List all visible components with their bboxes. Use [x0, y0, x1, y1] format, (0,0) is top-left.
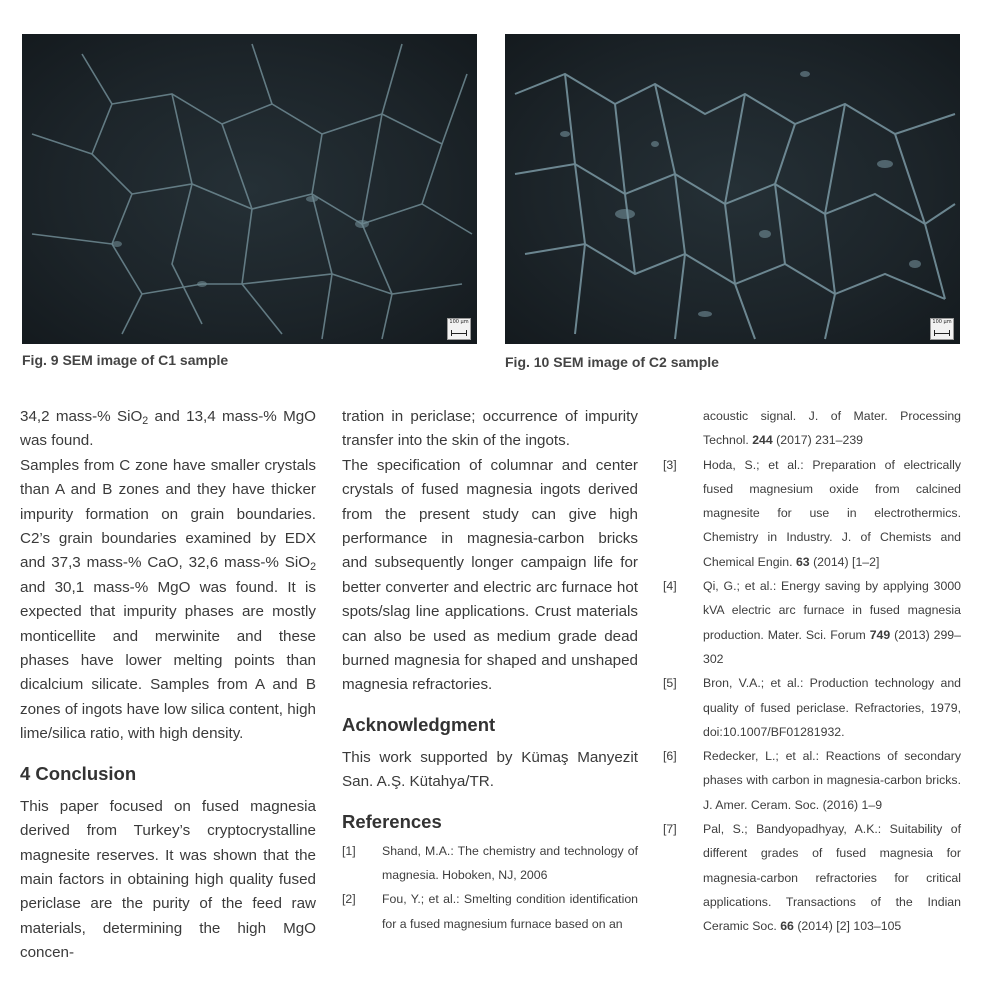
scale-bar: 100 µm — [447, 318, 471, 340]
reference-item-continued — [663, 404, 961, 453]
paragraph: Samples from C zone have smaller crystals than A and B zones and they have thicker impurity formation on grain boundaries. C2’s grain boundaries examined by EDX and 37,3 mass-% CaO, 32,6 mass-% SiO$_2$ and 30,1 mass-% MgO was found. It is expected that impurity phases are mostly monticellite and merwinite and these phases have lower melting points than dicalcium silicate. Samples from A and B zones of ingots have low silica content, high lime/silica ratio, with high density. — [20, 456, 316, 743]
reference-item — [342, 839, 638, 888]
reference-text: acoustic signal. J. of Mater. Processing Technol. 244 (2017) 231–239 — [703, 409, 961, 448]
section-heading-acknowledgment: Acknowledgment — [342, 713, 496, 735]
paragraph: tration in periclase; occurrence of impurity transfer into the skin of the ingots. — [342, 408, 638, 450]
reference-item — [663, 453, 961, 574]
reference-number: [1] — [342, 843, 356, 858]
figure-label: Fig. 9 — [22, 352, 59, 368]
sem-grain-texture-c2 — [505, 34, 960, 344]
paragraph: This work supported by Kümaş Manyezit San. A.Ş. Kütahya/TR. — [342, 748, 638, 791]
reference-number: [6] — [663, 749, 677, 764]
reference-text: Shand, M.A.: The chemistry and technology of magnesia. Hoboken, NJ, 2006 — [382, 843, 638, 882]
reference-text: Hoda, S.; et al.: Preparation of electrically fused magnesium oxide from calcined magnesite for use in electrothermics. Chemistry in Industry. J. of Chemists and Chemical Engin. 63 (2014) [1–2] — [703, 457, 961, 569]
figure-10-caption — [505, 354, 719, 370]
scale-bar: 100 µm — [930, 318, 954, 340]
figure-label: Fig. 10 — [505, 354, 550, 370]
reference-number: [3] — [663, 457, 677, 472]
reference-item — [663, 817, 961, 938]
column-1 — [20, 405, 316, 966]
sem-grain-texture-c1 — [22, 34, 477, 344]
figure-caption-text: SEM image of C1 sample — [62, 352, 229, 368]
section-heading-references: References — [342, 810, 442, 832]
reference-item — [342, 887, 638, 936]
reference-text: Bron, V.A.; et al.: Production technology and quality of fused periclase. Refractories, 1979, doi:10.1007/BF01281932. — [703, 676, 961, 739]
reference-text: Fou, Y.; et al.: Smelting condition identification for a fused magnesium furnace based on an — [382, 892, 638, 931]
reference-number: [7] — [663, 822, 677, 837]
figure-9-caption — [22, 352, 228, 368]
paragraph: This paper focused on fused magnesia derived from Turkey’s cryptocrystalline magnesite reserves. It was shown that the main factors in obtaining high quality fused periclase are the purity of the feed raw materials, determining the high MgO concen- — [20, 797, 316, 962]
column-3-references — [663, 404, 961, 939]
reference-text: Qi, G.; et al.: Energy saving by applying 3000 kVA electric arc furnace in fused magnesia production. Mater. Sci. Forum 749 (2013) 299–302 — [703, 579, 961, 666]
section-heading-conclusion: 4 Conclusion — [20, 762, 137, 784]
figure-9-sem-image — [22, 34, 477, 344]
reference-item — [663, 671, 961, 744]
reference-list-part-1 — [342, 839, 638, 936]
reference-text: Pal, S.; Bandyopadhyay, A.K.: Suitability of different grades of fused magnesia for magnesia-carbon refractories for critical applications. Transactions of the Indian Ceramic Soc. 66 (2014) [2] 103–105 — [703, 822, 961, 934]
paragraph: The specification of columnar and center crystals of fused magnesia ingots derived from the present study can give high performance in magnesia-carbon bricks and subsequently longer campaign life for better converter and electric arc furnace hot spots/slag line applications. Crust materials can also be used as medium grade dead burned magnesia for shaped and unshaped magnesia refractories. — [342, 456, 638, 694]
column-2 — [342, 405, 638, 936]
reference-item — [663, 744, 961, 817]
figure-10-sem-image — [505, 34, 960, 344]
reference-number: [2] — [342, 892, 356, 907]
figure-caption-text: SEM image of C2 sample — [553, 354, 719, 370]
reference-item — [663, 574, 961, 671]
reference-number: [4] — [663, 579, 677, 594]
reference-text: Redecker, L.; et al.: Reactions of secondary phases with carbon in magnesia-carbon bricks. J. Amer. Ceram. Soc. (2016) 1–9 — [703, 749, 961, 812]
paragraph: 34,2 mass-% SiO$_2$ and 13,4 mass-% MgO was found. — [20, 408, 316, 450]
reference-number: [5] — [663, 676, 677, 691]
